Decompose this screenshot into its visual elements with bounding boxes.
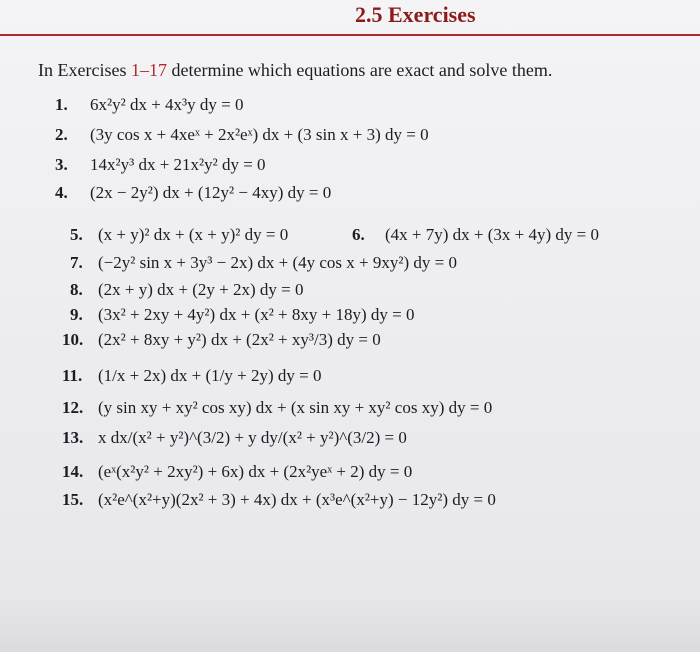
page-shadow <box>0 592 700 652</box>
exercise-13-equation: x dx/(x² + y²)^(3/2) + y dy/(x² + y²)^(3/2) = 0 <box>98 428 407 447</box>
exercise-7-equation: (−2y² sin x + 3y³ − 2x) dx + (4y cos x + 9xy²) dy = 0 <box>98 253 457 272</box>
exercise-5-equation: (x + y)² dx + (x + y)² dy = 0 <box>98 225 289 244</box>
exercise-number: 4. <box>55 183 68 202</box>
exercise-11-equation: (1/x + 2x) dx + (1/y + 2y) dy = 0 <box>98 366 322 385</box>
exercise-2-equation: (3y cos x + 4xeˣ + 2x²eˣ) dx + (3 sin x + 3) dy = 0 <box>90 125 429 144</box>
exercise-number: 3. <box>55 155 68 174</box>
exercise-number: 14. <box>62 462 84 481</box>
exercise-number: 10. <box>62 330 84 349</box>
exercise-1-equation: 6x²y² dx + 4x³y dy = 0 <box>90 95 244 114</box>
exercise-number: 9. <box>70 305 83 324</box>
exercise-15-equation: (x²e^(x²+y)(2x² + 3) + 4x) dx + (x³e^(x²+y) − 12y²) dy = 0 <box>98 490 496 509</box>
exercise-number: 2. <box>55 125 68 144</box>
exercise-6-equation: (4x + 7y) dx + (3x + 4y) dy = 0 <box>385 225 599 244</box>
exercise-number: 13. <box>62 428 84 447</box>
exercise-number: 8. <box>70 280 83 299</box>
exercise-number: 7. <box>70 253 83 272</box>
exercise-number: 12. <box>62 398 84 417</box>
exercise-number: 5. <box>70 225 83 244</box>
exercise-10-equation: (2x² + 8xy + y²) dx + (2x² + xy³/3) dy = 0 <box>98 330 381 349</box>
exercise-8-equation: (2x + y) dx + (2y + 2x) dy = 0 <box>98 280 304 299</box>
exercise-12-equation: (y sin xy + xy² cos xy) dx + (x sin xy + xy² cos xy) dy = 0 <box>98 398 493 417</box>
intro-text: In Exercises 1–17 determine which equations are exact and solve them. <box>38 60 553 80</box>
heading-rule <box>0 34 700 36</box>
exercise-number: 15. <box>62 490 84 509</box>
exercise-number: 1. <box>55 95 68 114</box>
exercise-number: 11. <box>62 366 83 385</box>
section-heading: 2.5 Exercises <box>355 2 476 27</box>
exercise-14-equation: (eˣ(x²y² + 2xy²) + 6x) dx + (2x²yeˣ + 2) dy = 0 <box>98 462 413 481</box>
exercise-number: 6. <box>352 225 365 244</box>
exercise-9-equation: (3x² + 2xy + 4y²) dx + (x² + 8xy + 18y) dy = 0 <box>98 305 415 324</box>
exercise-3-equation: 14x²y³ dx + 21x²y² dy = 0 <box>90 155 266 174</box>
exercise-4-equation: (2x − 2y²) dx + (12y² − 4xy) dy = 0 <box>90 183 332 202</box>
